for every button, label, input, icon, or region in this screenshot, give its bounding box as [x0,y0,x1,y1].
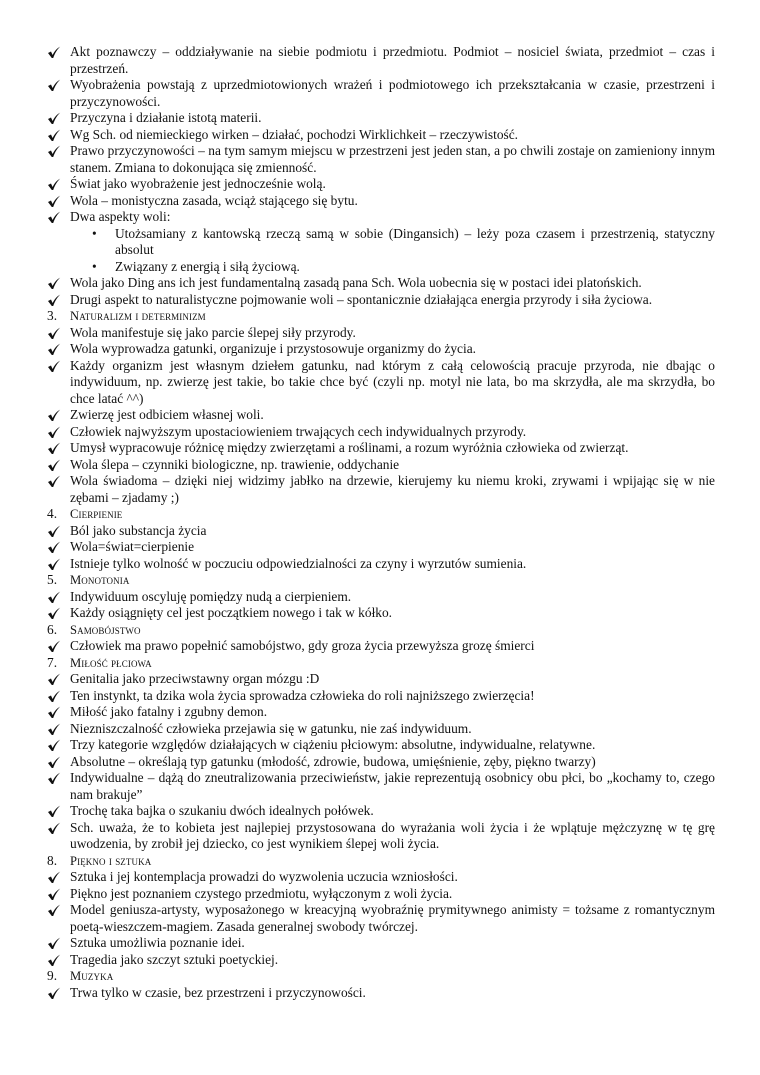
list-item [47,820,715,853]
section-title: Miłość płciowa [70,655,152,670]
list-item [47,589,715,606]
list-item-text: Absolutne – określają typ gatunku (młodość, zdrowie, budowa, umięśnienie, zęby, piękno twarzy) [70,753,596,769]
checkmark-icon [47,904,61,917]
list-item [47,292,715,309]
sub-list-item [47,259,715,276]
list-item [47,688,715,705]
list-item-text: Trwa tylko w czasie, bez przestrzeni i przyczynowości. [70,984,366,1000]
list-item [47,440,715,457]
list-item-text: Indywidualne – dążą do zneutralizowania przeciwieństw, jakie reprezentują osobnicy obu płci, bo „kochamy to, czego nam brakuje” [70,770,715,802]
section-heading [47,622,715,639]
list-item-text: Sch. uważa, że to kobieta jest najlepiej przystosowana do wyrażania woli życia i że wplątuje mężczyznę w tę grę uwodzenia, by zrobił jej dziecko, co jest wynikiem ślepej woli życia. [70,819,715,851]
list-item-text: Wg Sch. od niemieckiego wirken – działać, pochodzi Wirklichkeit – rzeczywistość. [70,126,519,142]
list-item [47,325,715,342]
checkmark-icon [47,954,61,967]
list-item [47,721,715,738]
checkmark-icon [47,756,61,769]
list-item-text: Tragedia jako szczyt sztuki poetyckiej. [70,951,279,967]
list-item [47,869,715,886]
list-item [47,754,715,771]
checkmark-icon [47,690,61,703]
list-item [47,193,715,210]
checkmark-icon [47,822,61,835]
list-item-text: Indywiduum oscyluję pomiędzy nudą a cierpieniem. [70,588,352,604]
list-item-text: Każdy organizm jest własnym dziełem gatunku, nad którym z całą celowością pracuje przyroda, nie dbając o indywiduum, np. zwierzę jest takie, bo takie chce być (czyli np. motyl nie lata, bo ma skrzydła, ale ma skrzydła, bo chce latać ^^) [70,357,715,406]
list-item-text: Sztuka i jej kontemplacja prowadzi do wyzwolenia uczucia wzniosłości. [70,869,458,884]
list-item-text: Zwierzę jest odbiciem własnej woli. [70,407,264,422]
checkmark-icon [47,409,61,422]
checkmark-icon [47,739,61,752]
checkmark-icon [47,937,61,950]
checkmark-icon [47,640,61,653]
list-item [47,110,715,127]
checkmark-icon [47,459,61,472]
section-heading [47,572,715,589]
section-title: Muzyka [70,969,114,983]
list-item-text: Umysł wypracowuje różnicę między zwierzętami a roślinami, a rozum wyróżnia człowieka od zwierząt. [70,440,629,455]
list-item [47,127,715,144]
sub-list-item-text: Związany z energią i siłą życiową. [115,258,300,274]
checkmark-icon [47,987,61,1000]
list-item-text: Dwa aspekty woli: [70,209,171,224]
list-item [47,671,715,688]
checkmark-icon [47,211,61,224]
section-number: 9. [47,968,58,983]
list-item-text: Genitalia jako przeciwstawny organ mózgu :D [70,671,320,686]
list-item [47,985,715,1002]
checkmark-icon [47,805,61,818]
section-title: Samobójstwo [70,622,141,637]
list-item-text: Wola wyprowadza gatunki, organizuje i przystosowuje organizmy do życia. [70,341,476,356]
list-item [47,638,715,655]
list-item-text: Prawo przyczynowości – na tym samym miejscu w przestrzeni jest jeden stan, a po chwili zostaje on zamieniony innym stanem. Zmiana to dokonująca się zmienność. [70,143,715,175]
checkmark-icon [47,772,61,785]
checkmark-icon [47,360,61,373]
checkmark-icon [47,112,61,125]
section-number: 3. [47,308,58,323]
list-item [47,886,715,903]
list-item-text: Trochę taka bajka o szukaniu dwóch idealnych połówek. [70,803,374,818]
section-number: 4. [47,506,58,521]
checkmark-icon [47,195,61,208]
checkmark-icon [47,475,61,488]
checkmark-icon [47,541,61,554]
list-item [47,176,715,193]
list-item-text: Niezniszczalność człowieka przejawia się w gatunku, nie zaś indywiduum. [70,720,472,736]
list-item [47,935,715,952]
section-title: Naturalizm i determinizm [70,309,206,323]
list-item-text: Piękno jest poznaniem czystego przedmiotu, wyłączonym z woli życia. [70,885,453,901]
checkmark-icon [47,525,61,538]
checkmark-icon [47,871,61,884]
list-item-text: Wola ślepa – czynniki biologiczne, np. trawienie, oddychanie [70,456,400,472]
list-item [47,341,715,358]
list-item-text: Ból jako substancja życia [70,522,207,538]
list-item-text: Ten instynkt, ta dzika wola życia sprowadza człowieka do roli najniższego zwierzęcia! [70,687,535,703]
list-item-text: Sztuka umożliwia poznanie idei. [70,935,245,950]
section-number: 5. [47,572,58,587]
list-item [47,737,715,754]
sub-list-item [47,226,715,259]
list-item [47,457,715,474]
list-item-text: Wola manifestuje się jako parcie ślepej siły przyrody. [70,324,356,340]
document-body [47,44,715,1001]
checkmark-icon [47,46,61,59]
checkmark-icon [47,294,61,307]
checkmark-icon [47,129,61,142]
list-item-text: Wola – monistyczna zasada, wciąż stającego się bytu. [70,192,358,208]
list-item-text: Model geniusza-artysty, wyposażonego w kreacyjną wyobraźnię prymitywnego animisty = tożsame z romantycznym poetą-wieszczem-magiem. Zasada generalnej swobody twórczej. [70,902,715,934]
list-item [47,556,715,573]
section-heading [47,853,715,870]
list-item-text: Istnieje tylko wolność w poczuciu odpowiedzialności za czyny i wyrzutów sumienia. [70,555,527,571]
list-item [47,704,715,721]
list-item-text: Trzy kategorie względów działających w ciążeniu płciowym: absolutne, indywidualne, relatywne. [70,737,596,752]
list-item [47,407,715,424]
list-item [47,209,715,226]
list-item [47,902,715,935]
section-number: 7. [47,654,58,670]
list-item-text: Wola świadoma – dzięki niej widzimy jabłko na drzewie, kierujemy ku niemu kroki, zrywami i wpijając się w nie zębami – zjadamy ;) [70,473,715,505]
list-item-text: Wola=świat=cierpienie [70,539,195,554]
section-number: 8. [47,852,58,868]
list-item [47,44,715,77]
list-item [47,77,715,110]
sub-list-item-text: Utożsamiany z kantowską rzeczą samą w sobie (Dingansich) – leży poza czasem i przestrzenią, statyczny absolut [115,225,715,257]
checkmark-icon [47,673,61,686]
checkmark-icon [47,442,61,455]
checkmark-icon [47,145,61,158]
list-item-text: Każdy osiągnięty cel jest początkiem nowego i tak w kółko. [70,605,393,620]
list-item [47,275,715,292]
checkmark-icon [47,327,61,340]
section-heading [47,968,715,985]
checkmark-icon [47,888,61,901]
checkmark-icon [47,79,61,92]
list-item-text: Wyobrażenia powstają z uprzedmiotowionych wrażeń i podmiotowego ich przekształcania w czasie, przestrzeni i przyczynowości. [70,77,715,109]
section-title: Cierpienie [70,507,123,521]
checkmark-icon [47,591,61,604]
list-item [47,605,715,622]
checkmark-icon [47,178,61,191]
checkmark-icon [47,723,61,736]
list-item [47,523,715,540]
list-item-text: Przyczyna i działanie istotą materii. [70,110,262,125]
checkmark-icon [47,426,61,439]
list-item-text: Człowiek najwyższym upostaciowieniem trwających cech indywidualnych przyrody. [70,423,527,439]
list-item [47,952,715,969]
list-item [47,473,715,506]
list-item [47,358,715,408]
checkmark-icon [47,607,61,620]
list-item-text: Wola jako Ding ans ich jest fundamentalną zasadą pana Sch. Wola uobecnia się w postaci idei platońskich. [70,275,642,290]
checkmark-icon [47,277,61,290]
section-heading [47,308,715,325]
list-item-text: Człowiek ma prawo popełnić samobójstwo, gdy groza życia przewyższa grozę śmierci [70,638,535,653]
list-item [47,539,715,556]
bullet-dot-icon: • [92,225,97,241]
list-item [47,770,715,803]
checkmark-icon [47,343,61,356]
list-item-text: Drugi aspekt to naturalistyczne pojmowanie woli – spontanicznie działająca energia przyrody i siła życiowa. [70,291,653,307]
bullet-dot-icon: • [92,258,97,274]
section-heading [47,655,715,672]
section-number: 6. [47,621,58,637]
checkmark-icon [47,558,61,571]
list-item [47,143,715,176]
list-item-text: Miłość jako fatalny i zgubny demon. [70,704,268,719]
list-item [47,424,715,441]
list-item [47,803,715,820]
section-title: Piękno i sztuka [70,853,152,868]
section-title: Monotonia [70,573,130,587]
section-heading [47,506,715,523]
list-item-text: Świat jako wyobrażenie jest jednocześnie wolą. [70,176,326,191]
list-item-text: Akt poznawczy – oddziaływanie na siebie podmiotu i przedmiotu. Podmiot – nosiciel świata, przedmiot – czas i przestrzeń. [70,44,715,76]
checkmark-icon [47,706,61,719]
